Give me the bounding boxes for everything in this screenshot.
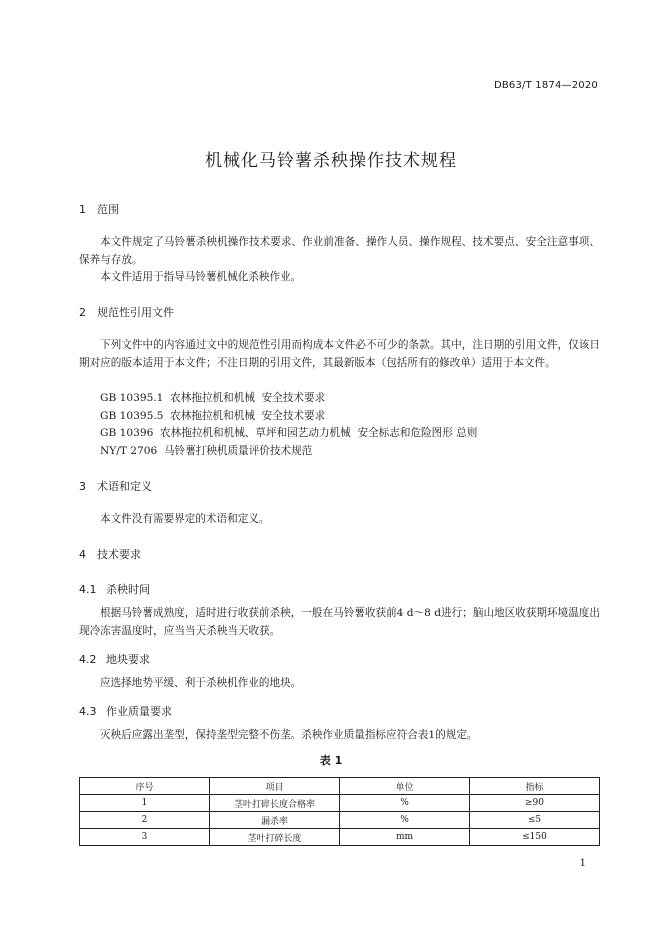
reference-item: GB 10396 农林拖拉机和机械、草坪和园艺动力机械 安全标志和危险图形 总则	[100, 427, 478, 439]
section-1-paragraph-1: 本文件规定了马铃薯杀秧机操作技术要求、作业前准备、操作人员、操作规程、技术要点、安全注意事项、保养与存放。	[79, 236, 600, 266]
reference-item: GB 10395.1 农林拖拉机和机械 安全技术要求	[100, 392, 326, 404]
table-caption: 表 1	[319, 754, 343, 767]
table-cell: 漏杀率	[210, 812, 340, 829]
table-cell: 茎叶打碎长度	[210, 829, 340, 846]
table-cell: 1	[80, 795, 210, 812]
section-title: 范围	[97, 203, 119, 216]
table-cell: mm	[340, 829, 470, 846]
reference-item: NY/T 2706 马铃薯打秧机质量评价技术规范	[100, 445, 313, 457]
header-cell-unit: 单位	[340, 778, 470, 795]
table-cell: ≥90	[470, 795, 600, 812]
subsection-number: 4.2	[79, 653, 97, 666]
table-cell: 茎叶打碎长度合格率	[210, 795, 340, 812]
page-number: 1	[579, 858, 586, 869]
subsection-4-2-heading	[79, 651, 150, 667]
subsection-title: 作业质量要求	[106, 705, 172, 718]
table-cell: 3	[80, 829, 210, 846]
table-row	[80, 795, 600, 812]
table-cell: ≤150	[470, 829, 600, 846]
section-3-paragraph-1: 本文件没有需要界定的术语和定义。	[100, 513, 270, 525]
subsection-4-3-paragraph: 灭秧后应露出垄型，保持垄型完整不伤垄。杀秧作业质量指标应符合表1的规定。	[100, 729, 478, 741]
subsection-title: 杀秧时间	[106, 583, 150, 596]
section-number: 1	[79, 203, 86, 216]
document-title: 机械化马铃薯杀秧操作技术规程	[205, 151, 457, 171]
section-title: 规范性引用文件	[97, 306, 174, 319]
document-number: DB63/T 1874—2020	[493, 80, 598, 91]
header-cell-no: 序号	[80, 778, 210, 795]
section-2-paragraph-1: 下列文件中的内容通过文中的规范性引用而构成本文件必不可少的条款。其中，注日期的引用文件，仅该日期对应的版本适用于本文件；不注日期的引用文件，其最新版本（包括所有的修改单）适用于本文件。	[79, 339, 600, 369]
section-number: 4	[79, 548, 86, 561]
subsection-4-1-heading	[79, 581, 150, 597]
table-cell: ≤5	[470, 812, 600, 829]
section-1-heading	[79, 201, 119, 217]
section-title: 技术要求	[97, 548, 141, 561]
subsection-title: 地块要求	[106, 653, 150, 666]
table-header-row	[80, 778, 600, 795]
section-4-heading	[79, 546, 141, 562]
section-1-paragraph-2: 本文件适用于指导马铃薯机械化杀秧作业。	[100, 271, 302, 283]
subsection-number: 4.1	[79, 583, 97, 596]
section-number: 3	[79, 480, 86, 493]
table-cell: %	[340, 795, 470, 812]
subsection-4-3-heading	[79, 703, 172, 719]
section-title: 术语和定义	[97, 480, 152, 493]
subsection-number: 4.3	[79, 705, 97, 718]
quality-table	[79, 777, 600, 846]
subsection-4-1-paragraph: 根据马铃薯成熟度，适时进行收获前杀秧，一般在马铃薯收获前4 d～8 d进行；脑山地区收获期环境温度出现冷冻害温度时，应当当天杀秧当天收获。	[79, 607, 600, 637]
section-3-heading	[79, 478, 152, 494]
section-2-heading	[79, 304, 174, 320]
table-row	[80, 829, 600, 846]
subsection-4-2-paragraph: 应选择地势平缓、利于杀秧机作业的地块。	[100, 677, 302, 689]
section-number: 2	[79, 306, 86, 319]
table-cell: 2	[80, 812, 210, 829]
reference-item: GB 10395.5 农林拖拉机和机械 安全技术要求	[100, 410, 326, 422]
header-cell-item: 项目	[210, 778, 340, 795]
table-cell: %	[340, 812, 470, 829]
table-row	[80, 812, 600, 829]
header-cell-index: 指标	[470, 778, 600, 795]
